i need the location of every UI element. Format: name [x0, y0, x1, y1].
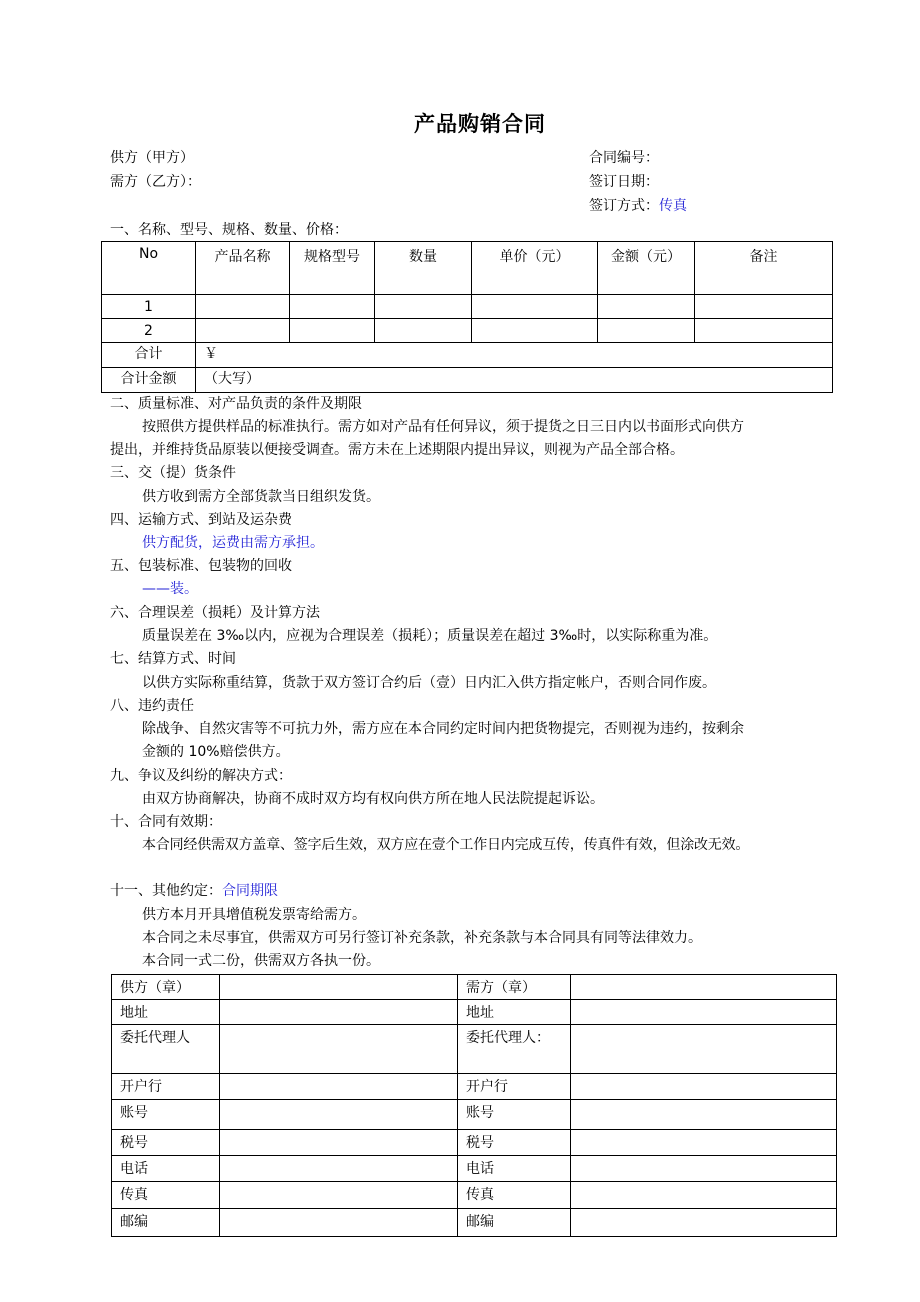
- buyer-bank-field[interactable]: [571, 1074, 837, 1100]
- buyer-agent-field[interactable]: [571, 1025, 837, 1074]
- amount-cell[interactable]: [598, 295, 695, 319]
- section10-heading: 十、合同有效期：: [110, 814, 222, 830]
- section9-heading: 九、争议及纠纷的解决方式：: [110, 768, 292, 784]
- supplier-address-field[interactable]: [220, 1000, 458, 1025]
- supplier-seal-field[interactable]: [220, 975, 458, 1000]
- buyer-seal-field[interactable]: [571, 975, 837, 1000]
- row-number: 2: [102, 319, 196, 343]
- supplier-tax-field[interactable]: [220, 1130, 458, 1156]
- section9-text: 由双方协商解决，协商不成时双方均有权向供方所在地人民法院提起诉讼。: [142, 791, 604, 807]
- table-row: [102, 295, 833, 319]
- supplier-fax-label: 传真: [112, 1182, 220, 1209]
- buyer-phone-label: 电话: [458, 1156, 571, 1182]
- document-title: 产品购销合同: [414, 112, 546, 136]
- buyer-fax-label: 传真: [458, 1182, 571, 1209]
- unit-price-cell[interactable]: [472, 295, 598, 319]
- section5-text: ——装。: [142, 581, 198, 597]
- supplier-bank-label: 开户行: [112, 1074, 220, 1100]
- section4-text: 供方配货，运费由需方承担。: [142, 535, 324, 551]
- column-header: 规格型号: [290, 242, 375, 295]
- column-header: No: [102, 242, 196, 295]
- column-header: 产品名称: [196, 242, 290, 295]
- supplier-postcode-label: 邮编: [112, 1209, 220, 1237]
- table-row: [112, 1000, 837, 1025]
- buyer-tax-label: 税号: [458, 1130, 571, 1156]
- column-header: 单价（元）: [472, 242, 598, 295]
- total-row: [102, 343, 833, 368]
- product-name-cell[interactable]: [196, 295, 290, 319]
- buyer-fax-field[interactable]: [571, 1182, 837, 1209]
- spec-cell[interactable]: [290, 295, 375, 319]
- table-header-row: [102, 242, 833, 295]
- section11-text: 本合同一式二份，供需双方各执一份。: [142, 953, 380, 969]
- section3-heading: 三、交（提）货条件: [110, 465, 236, 481]
- buyer-address-label: 地址: [458, 1000, 571, 1025]
- total-value[interactable]: ￥: [196, 343, 833, 368]
- section1-heading: 一、名称、型号、规格、数量、价格：: [110, 222, 348, 238]
- section3-text: 供方收到需方全部货款当日组织发货。: [142, 489, 380, 505]
- supplier-phone-label: 电话: [112, 1156, 220, 1182]
- supplier-bank-field[interactable]: [220, 1074, 458, 1100]
- supplier-phone-field[interactable]: [220, 1156, 458, 1182]
- buyer-agent-label: 委托代理人：: [458, 1025, 571, 1074]
- section2-text: 按照供方提供样品的标准执行。需方如对产品有任何异议，须于提货之日三日内以书面形式向供方: [142, 419, 744, 435]
- supplier-tax-label: 税号: [112, 1130, 220, 1156]
- section10-text: 本合同经供需双方盖章、签字后生效，双方应在壹个工作日内完成互传，传真件有效，但涂改无效。: [142, 837, 750, 853]
- section2-text: 提出，并维持货品原装以便接受调查。需方未在上述期限内提出异议，则视为产品全部合格。: [110, 442, 684, 458]
- buyer-account-label: 账号: [458, 1100, 571, 1130]
- table-row: [112, 1130, 837, 1156]
- table-row: [112, 1182, 837, 1209]
- column-header: 备注: [695, 242, 833, 295]
- sign-date-label: 签订日期：: [589, 174, 659, 190]
- section6-heading: 六、合理误差（损耗）及计算方法: [110, 605, 320, 621]
- row-number: 1: [102, 295, 196, 319]
- section7-heading: 七、结算方式、时间: [110, 651, 236, 667]
- sign-method-label: 签订方式：: [589, 198, 659, 214]
- buyer-postcode-field[interactable]: [571, 1209, 837, 1237]
- table-row: [112, 1209, 837, 1237]
- section11-heading: [110, 881, 278, 901]
- section11-text: 供方本月开具增值税发票寄给需方。: [142, 907, 366, 923]
- buyer-label: 需方（乙方）：: [110, 174, 201, 190]
- product-table: [101, 241, 833, 393]
- section2-heading: 二、质量标准、对产品负责的条件及期限: [110, 396, 362, 412]
- table-row: [112, 1100, 837, 1130]
- total-amount-value[interactable]: （大写）: [196, 368, 833, 393]
- buyer-phone-field[interactable]: [571, 1156, 837, 1182]
- supplier-seal-label: 供方（章）: [112, 975, 220, 1000]
- section11-heading-label: 十一、其他约定：: [110, 883, 222, 899]
- supplier-label: 供方（甲方）: [110, 150, 194, 166]
- table-row: [112, 1025, 837, 1074]
- total-amount-label: 合计金额: [102, 368, 196, 393]
- sign-method-value: 传真: [659, 198, 687, 214]
- buyer-tax-field[interactable]: [571, 1130, 837, 1156]
- section5-heading: 五、包装标准、包装物的回收: [110, 558, 292, 574]
- section7-text: 以供方实际称重结算，货款于双方签订合约后（壹）日内汇入供方指定帐户，否则合同作废。: [142, 675, 716, 691]
- section4-heading: 四、运输方式、到站及运杂费: [110, 512, 292, 528]
- supplier-account-field[interactable]: [220, 1100, 458, 1130]
- section8-text: 除战争、自然灾害等不可抗力外，需方应在本合同约定时间内把货物提完，否则视为违约，按剩余: [142, 721, 744, 737]
- section8-text: 金额的 10%赔偿供方。: [142, 744, 290, 760]
- buyer-account-field[interactable]: [571, 1100, 837, 1130]
- buyer-postcode-label: 邮编: [458, 1209, 571, 1237]
- sign-method: [589, 196, 687, 216]
- supplier-postcode-field[interactable]: [220, 1209, 458, 1237]
- column-header: 金额（元）: [598, 242, 695, 295]
- supplier-fax-field[interactable]: [220, 1182, 458, 1209]
- column-header: 数量: [375, 242, 472, 295]
- total-amount-row: [102, 368, 833, 393]
- section6-text: 质量误差在 3‰以内，应视为合理误差（损耗）；质量误差在超过 3‰时，以实际称重为准。: [142, 628, 718, 644]
- buyer-address-field[interactable]: [571, 1000, 837, 1025]
- remark-cell[interactable]: [695, 319, 833, 343]
- quantity-cell[interactable]: [375, 319, 472, 343]
- amount-cell[interactable]: [598, 319, 695, 343]
- table-row: [102, 319, 833, 343]
- table-row: [112, 975, 837, 1000]
- party-info-table: [111, 974, 837, 1237]
- product-name-cell[interactable]: [196, 319, 290, 343]
- contract-no-label: 合同编号：: [589, 150, 659, 166]
- spec-cell[interactable]: [290, 319, 375, 343]
- section11-heading-value: 合同期限: [222, 883, 278, 899]
- supplier-address-label: 地址: [112, 1000, 220, 1025]
- supplier-agent-field[interactable]: [220, 1025, 458, 1074]
- remark-cell[interactable]: [695, 295, 833, 319]
- section11-text: 本合同之未尽事宜，供需双方可另行签订补充条款，补充条款与本合同具有同等法律效力。: [142, 930, 702, 946]
- supplier-agent-label: 委托代理人: [112, 1025, 220, 1074]
- table-row: [112, 1156, 837, 1182]
- section8-heading: 八、违约责任: [110, 698, 194, 714]
- supplier-account-label: 账号: [112, 1100, 220, 1130]
- table-row: [112, 1074, 837, 1100]
- buyer-bank-label: 开户行: [458, 1074, 571, 1100]
- quantity-cell[interactable]: [375, 295, 472, 319]
- unit-price-cell[interactable]: [472, 319, 598, 343]
- buyer-seal-label: 需方（章）: [458, 975, 571, 1000]
- total-label: 合计: [102, 343, 196, 368]
